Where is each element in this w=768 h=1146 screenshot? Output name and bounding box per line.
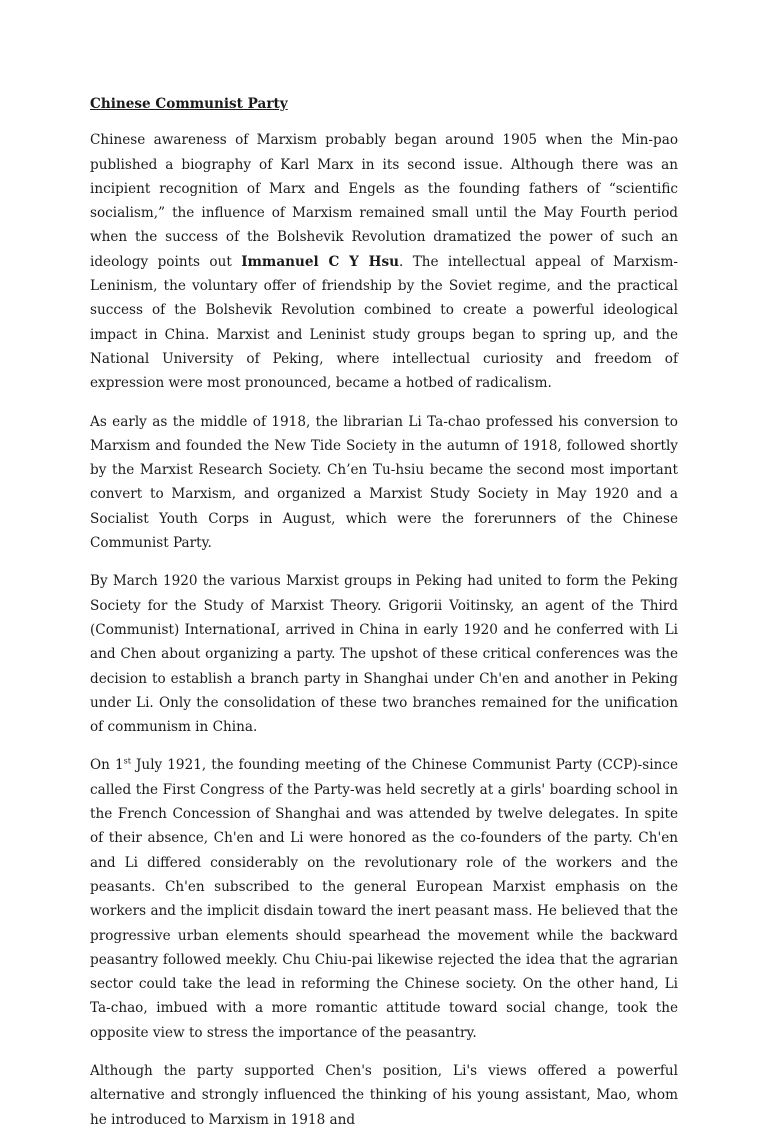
document-title: Chinese Communist Party bbox=[90, 96, 288, 112]
paragraph-1-text-a: Chinese awareness of Marxism probably began around 1905 when the Min-pao published a biography of Karl Marx in its second issue. Although there was an incipient recognition of Marx and Engels as the founding fathers of “scientific socialism,” the influence of Marxism remained small until the May Fourth period when the success of the Bolshevik Revolution dramatized the power of such an ideology points out bbox=[90, 132, 678, 270]
paragraph-1 bbox=[90, 128, 678, 395]
ordinal-superscript: st bbox=[123, 756, 131, 766]
paragraph-4-lead: On 1 bbox=[90, 757, 124, 774]
paragraph-4 bbox=[90, 753, 678, 1045]
paragraph-5: Although the party supported Chen's position, Li's views offered a powerful alternative and strongly influenced the thinking of his young assistant, Mao, whom he introduced to Marxism in 1918 and bbox=[90, 1062, 678, 1128]
author-name: Immanuel C Y Hsu bbox=[241, 253, 400, 270]
paragraph-1-text-b: . The intellectual appeal of Marxism-Leninism, the voluntary offer of friendship by the Soviet regime, and the practical success of the Bolshevik Revolution combined to create a powerful ideological impact in China. Marxist and Leninist study groups began to spring up, and the National University of Peking, where intellectual curiosity and freedom of expression were most pronounced, became a hotbed of radicalism. bbox=[90, 253, 678, 392]
paragraph-4-text: July 1921, the founding meeting of the Chinese Communist Party (CCP)-since called the First Congress of the Party-was held secretly at a girls' boarding school in the French Concession of Shanghai and was attended by twelve delegates. In spite of their absence, Ch'en and Li were honored as the co-founders of the party. Ch'en and Li differed considerably on the revolutionary role of the workers and the peasants. Ch'en subscribed to the general European Marxist emphasis on the workers and the implicit disdain toward the inert peasant mass. He believed that the progressive urban elements should spearhead the movement while the backward peasantry followed meekly. Chu Chiu-pai likewise rejected the idea that the agrarian sector could take the lead in reforming the Chinese society. On the other hand, Li Ta-chao, imbued with a more romantic attitude toward social change, took the opposite view to stress the importance of the peasantry. bbox=[90, 757, 678, 1041]
paragraph-2: As early as the middle of 1918, the librarian Li Ta-chao professed his conversion to Marxism and founded the New Tide Society in the autumn of 1918, followed shortly by the Marxist Research Society. Ch’en Tu-hsiu became the second most important convert to Marxism, and organized a Marxist Study Society in May 1920 and a Socialist Youth Corps in August, which were the forerunners of the Chinese Communist Party. bbox=[90, 413, 678, 552]
paragraph-3: By March 1920 the various Marxist groups in Peking had united to form the Peking Society for the Study of Marxist Theory. Grigorii Voitinsky, an agent of the Third (Communist) InternationaI, arrived in China in early 1920 and he conferred with Li and Chen about organizing a party. The upshot of these critical conferences was the decision to establish a branch party in Shanghai under Ch'en and another in Peking under Li. Only the consolidation of these two branches remained for the unification of communism in China. bbox=[90, 573, 678, 736]
document-page bbox=[90, 92, 678, 1146]
